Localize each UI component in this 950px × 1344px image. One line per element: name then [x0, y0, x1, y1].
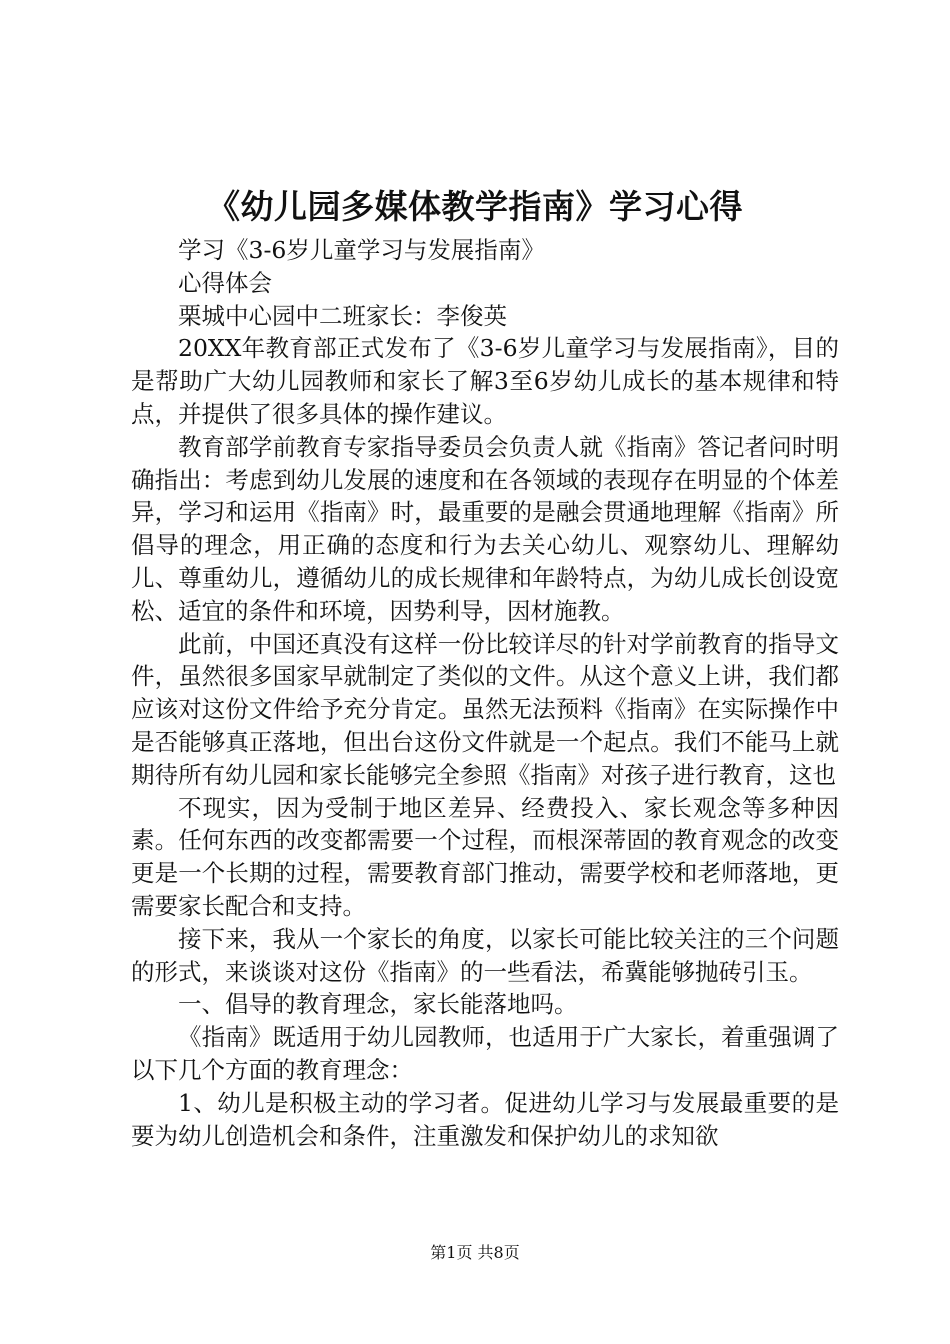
list-item: 1、幼儿是积极主动的学习者。促进幼儿学习与发展最重要的是要为幼儿创造机会和条件，注重激发和保护幼儿的求知欲: [131, 1088, 839, 1150]
subtitle-line: 学习《3-6岁儿童学习与发展指南》: [178, 236, 545, 264]
subtitle-line: 心得体会: [178, 268, 272, 297]
document-title: 《幼儿园多媒体教学指南》学习心得: [207, 187, 743, 226]
author-line: 栗城中心园中二班家长：李俊英: [178, 301, 507, 330]
document-body: [131, 234, 839, 1152]
section-heading: 一、倡导的教育理念，家长能落地吗。: [178, 990, 578, 1019]
body-paragraph: 不现实，因为受制于地区差异、经费投入、家长观念等多种因素。任何东西的改变都需要一个过程，而根深蒂固的教育观念的改变更是一个长期的过程，需要教育部门推动，需要学校和老师落地，更需要家长配合和支持。: [131, 793, 839, 920]
page-number-label: 第1页 共8页: [430, 1243, 520, 1262]
body-paragraph: 接下来，我从一个家长的角度，以家长可能比较关注的三个问题的形式，来谈谈对这份《指南》的一些看法，希冀能够抛砖引玉。: [131, 924, 839, 986]
body-paragraph: 20XX年教育部正式发布了《3-6岁儿童学习与发展指南》，目的是帮助广大幼儿园教师和家长了解3至6岁幼儿成长的基本规律和特点，并提供了很多具体的操作建议。: [131, 334, 839, 428]
body-paragraph: 《指南》既适用于幼儿园教师，也适用于广大家长，着重强调了以下几个方面的教育理念：: [131, 1023, 839, 1084]
page-footer: [0, 1242, 950, 1264]
body-paragraph: 教育部学前教育专家指导委员会负责人就《指南》答记者问时明确指出：考虑到幼儿发展的速度和在各领域的表现存在明显的个体差异，学习和运用《指南》时，最重要的是融会贯通地理解《指南》所倡导的理念，用正确的态度和行为去关心幼儿、观察幼儿、理解幼儿、尊重幼儿，遵循幼儿的成长规律和年龄特点，为幼儿成长创设宽松、适宜的条件和环境，因势利导，因材施教。: [131, 432, 839, 625]
body-paragraph: 此前，中国还真没有这样一份比较详尽的针对学前教育的指导文件，虽然很多国家早就制定了类似的文件。从这个意义上讲，我们都应该对这份文件给予充分肯定。虽然无法预料《指南》在实际操作中是否能够真正落地，但出台这份文件就是一个起点。我们不能马上就期待所有幼儿园和家长能够完全参照《指南》对孩子进行教育，这也: [131, 629, 839, 789]
